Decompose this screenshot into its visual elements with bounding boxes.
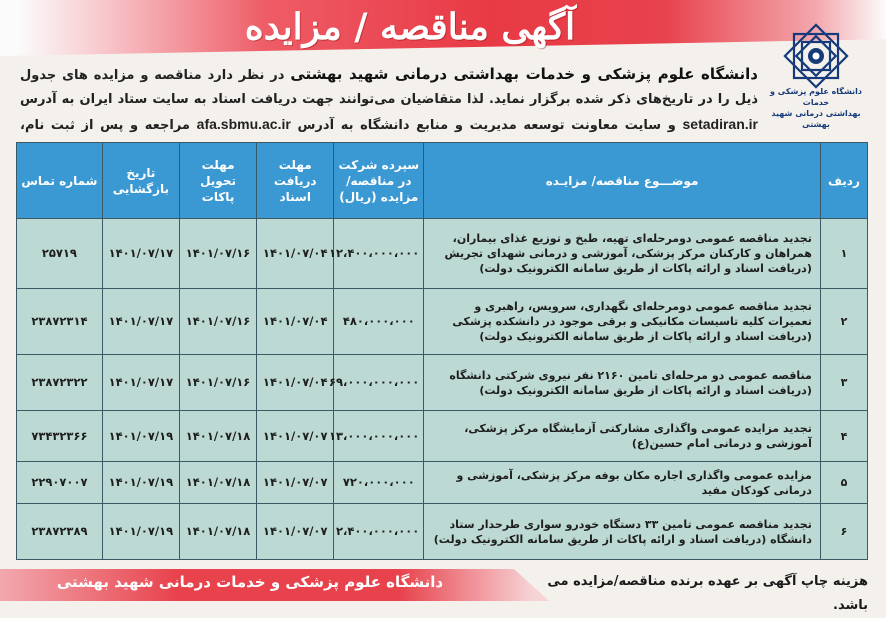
cell-row-number: ۵ [820,462,867,504]
setadiran-link[interactable]: setadiran.ir [682,116,758,132]
header-deposit: سپرده شرکت در مناقصه/ مزایده (ریال) [334,143,424,219]
notice-title: آگهی مناقصه / مزایده [244,6,576,48]
tenders-table [16,142,868,560]
table-header-row [17,143,868,219]
cell-row-number: ۳ [820,355,867,411]
cell-opening-date: ۱۴۰۱/۰۷/۱۷ [102,289,179,355]
cell-phone: ۲۳۸۷۲۳۸۹ [17,504,103,560]
cell-opening-date: ۱۴۰۱/۰۷/۱۷ [102,355,179,411]
intro-text-1: در نظر دارد مناقصه و مزایده های جدول ذیل را در تاریخ‌های ذکر شده برگزار نماید. لذا متقاضیان می‌توانند جهت دریافت اسناد به سایت ستاد ایران به آدرس [20,68,758,107]
cell-receive-deadline: ۱۴۰۱/۰۷/۰۷ [257,411,334,462]
cell-delivery-deadline: ۱۴۰۱/۰۷/۱۸ [179,411,256,462]
cell-subject: تجدید مناقصه عمومی تامین ۳۳ دستگاه خودرو سواری طرحدار ستاد دانشگاه (دریافت اسناد و ارائه پاکات از طریق سامانه الکترونیک دولت) [424,504,821,560]
cell-deposit: ۱۲،۴۰۰،۰۰۰،۰۰۰ [334,219,424,289]
cell-receive-deadline: ۱۴۰۱/۰۷/۰۷ [257,462,334,504]
cell-deposit: ۱۳،۰۰۰،۰۰۰،۰۰۰ [334,411,424,462]
intro-university-name: دانشگاه علوم پزشکی و خدمات بهداشتی درمانی شهید بهشتی [290,65,758,83]
cell-opening-date: ۱۴۰۱/۰۷/۱۹ [102,504,179,560]
cell-receive-deadline: ۱۴۰۱/۰۷/۰۷ [257,504,334,560]
cell-subject: تجدید مناقصه عمومی دومرحله‌ای نگهداری، سرویس، راهبری و تعمیرات کلیه تاسیسات مکانیکی و برقی موجود در دانشکده پزشکی (دریافت اسناد و ارائه پاکات از طریق سامانه الکترونیک دولت) [424,289,821,355]
cell-delivery-deadline: ۱۴۰۱/۰۷/۱۶ [179,289,256,355]
cell-phone: ۲۳۸۷۲۳۱۴ [17,289,103,355]
cell-subject: مزایده عمومی واگذاری اجاره مکان بوفه مرکز پزشکی، آموزشی و درمانی کودکان مفید [424,462,821,504]
cell-deposit: ۲،۴۰۰،۰۰۰،۰۰۰ [334,504,424,560]
cell-deposit: ۷۲۰،۰۰۰،۰۰۰ [334,462,424,504]
cell-receive-deadline: ۱۴۰۱/۰۷/۰۴ [257,355,334,411]
cell-phone: ۲۳۸۷۲۳۲۲ [17,355,103,411]
cell-row-number: ۲ [820,289,867,355]
header-delivery-deadline: مهلت تحویل پاکات [179,143,256,219]
cell-phone: ۲۲۹۰۷۰۰۷ [17,462,103,504]
cell-phone: ۲۵۷۱۹ [17,219,103,289]
logo-caption [762,86,870,130]
cell-deposit: ۴۸۰،۰۰۰،۰۰۰ [334,289,424,355]
cell-delivery-deadline: ۱۴۰۱/۰۷/۱۸ [179,462,256,504]
table-row [17,411,868,462]
table-row [17,462,868,504]
cell-row-number: ۶ [820,504,867,560]
intro-text-3: مراجعه و پس از ثبت نام، [20,118,190,133]
afa-sbmu-link[interactable]: afa.sbmu.ac.ir [196,116,291,132]
cell-deposit: ۶۹،۰۰۰،۰۰۰،۰۰۰ [334,355,424,411]
cell-opening-date: ۱۴۰۱/۰۷/۱۹ [102,462,179,504]
cell-delivery-deadline: ۱۴۰۱/۰۷/۱۶ [179,219,256,289]
cell-subject: تجدید مناقصه عمومی دومرحله‌ای تهیه، طبخ و توزیع غذای بیماران، همراهان و کارکنان مرکز پزشکی، آموزشی و درمانی شهدای تجریش (دریافت اسناد و ارائه پاکات از طریق سامانه الکترونیک دولت) [424,219,821,289]
table-row [17,355,868,411]
header-row-number: ردیف [820,143,867,219]
cell-delivery-deadline: ۱۴۰۱/۰۷/۱۸ [179,504,256,560]
footer-university-name: دانشگاه علوم پزشکی و خدمات درمانی شهید بهشتی [56,573,444,591]
cell-row-number: ۴ [820,411,867,462]
header-opening-date: تاریخ بازگشایی [102,143,179,219]
logo-caption-line2: بهداشتی درمانی شهید بهشتی [771,109,861,129]
table-row [17,219,868,289]
cell-subject: مناقصه عمومی دو مرحله‌ای تامین ۲۱۶۰ نفر نیروی شرکتی دانشگاه (دریافت اسناد و ارائه پاکات از طریق سامانه الکترونیک دولت) [424,355,821,411]
cell-receive-deadline: ۱۴۰۱/۰۷/۰۴ [257,289,334,355]
header-receive-deadline: مهلت دریافت اسناد [257,143,334,219]
cell-subject: تجدید مزایده عمومی واگذاری مشارکتی آزمایشگاه مرکز پزشکی، آموزشی و درمانی امام حسین(ع) [424,411,821,462]
cell-opening-date: ۱۴۰۱/۰۷/۱۹ [102,411,179,462]
cell-delivery-deadline: ۱۴۰۱/۰۷/۱۶ [179,355,256,411]
header-subject: موضـــوع مناقصه/ مزایـده [424,143,821,219]
cell-phone: ۷۳۴۳۲۳۶۶ [17,411,103,462]
header-phone: شماره تماس [17,143,103,219]
logo-caption-line1: دانشگاه علوم پزشکی و خدمات [770,87,862,107]
intro-text-2: و سایت معاونت توسعه مدیریت و منابع دانشگاه به آدرس [290,118,683,133]
cell-opening-date: ۱۴۰۱/۰۷/۱۷ [102,219,179,289]
cell-row-number: ۱ [820,219,867,289]
footer-cost-note: هزینه چاپ آگهی بر عهده برنده مناقصه/مزایده می باشد. [547,574,868,613]
cell-receive-deadline: ۱۴۰۱/۰۷/۰۴ [257,219,334,289]
table-row [17,504,868,560]
table-row [17,289,868,355]
